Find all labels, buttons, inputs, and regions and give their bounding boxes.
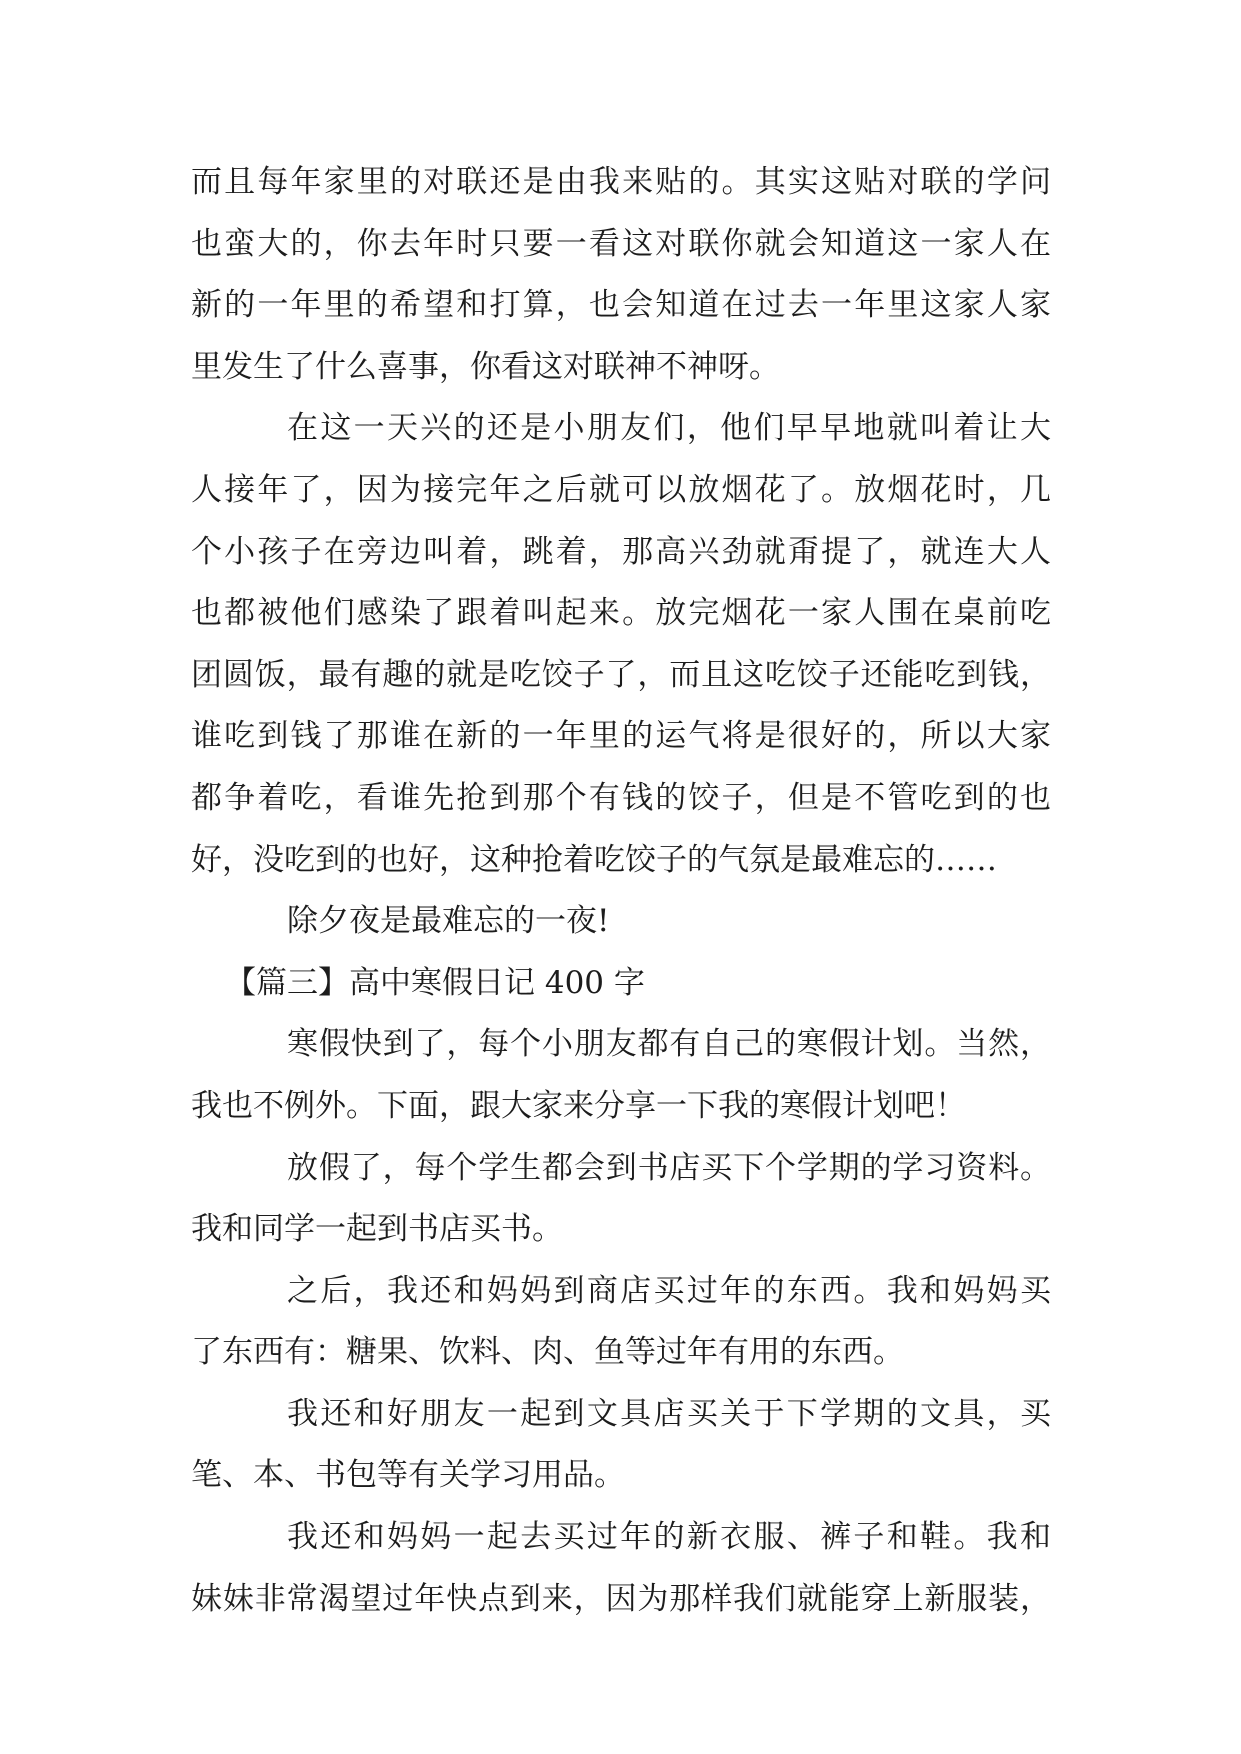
body-line: 谁吃到钱了那谁在新的一年里的运气将是很好的，所以大家 [191, 718, 1051, 755]
document-body [191, 152, 1051, 1630]
paragraph-first-line: 我还和好朋友一起到文具店买关于下学期的文具，买 [287, 1395, 1051, 1432]
body-line: 新的一年里的希望和打算，也会知道在过去一年里这家人家 [191, 287, 1051, 324]
body-line: 里发生了什么喜事，你看这对联神不神呀。 [191, 348, 780, 385]
body-line: 而且每年家里的对联还是由我来贴的。其实这贴对联的学问 [191, 164, 1051, 200]
body-line: 好，没吃到的也好，这种抢着吃饺子的气氛是最难忘的…… [191, 841, 997, 878]
paragraph-first-line: 之后，我还和妈妈到商店买过年的东西。我和妈妈买 [287, 1272, 1051, 1309]
body-line: 也蛮大的，你去年时只要一看这对联你就会知道这一家人在 [191, 225, 1051, 262]
body-line: 妹妹非常渴望过年快点到来，因为那样我们就能穿上新服装， [191, 1580, 1051, 1617]
body-line: 我也不例外。下面，跟大家来分享一下我的寒假计划吧！ [191, 1087, 966, 1124]
body-line: 个小孩子在旁边叫着，跳着，那高兴劲就甭提了，就连大人 [191, 533, 1051, 570]
body-line: 笔、本、书包等有关学习用品。 [191, 1457, 625, 1494]
body-line: 我和同学一起到书店买书。 [191, 1211, 563, 1248]
body-line: 了东西有：糖果、饮料、肉、鱼等过年有用的东西。 [191, 1334, 904, 1371]
body-line: 也都被他们感染了跟着叫起来。放完烟花一家人围在桌前吃 [191, 595, 1051, 632]
body-line: 都争着吃，看谁先抢到那个有钱的饺子，但是不管吃到的也 [191, 779, 1051, 816]
paragraph-first-line: 放假了，每个学生都会到书店买下个学期的学习资料。 [287, 1149, 1051, 1186]
paragraph-first-line: 除夕夜是最难忘的一夜! [287, 903, 610, 940]
paragraph-first-line: 寒假快到了，每个小朋友都有自己的寒假计划。当然， [287, 1026, 1051, 1063]
paragraph-first-line: 我还和妈妈一起去买过年的新衣服、裤子和鞋。我和 [287, 1519, 1051, 1556]
body-line: 人接年了，因为接完年之后就可以放烟花了。放烟花时，几 [191, 471, 1051, 508]
paragraph-first-line: 在这一天兴的还是小朋友们，他们早早地就叫着让大 [287, 410, 1051, 447]
body-line: 团圆饭，最有趣的就是吃饺子了，而且这吃饺子还能吃到钱， [191, 656, 1051, 693]
section-heading: 【篇三】高中寒假日记 400 字 [225, 964, 645, 1001]
